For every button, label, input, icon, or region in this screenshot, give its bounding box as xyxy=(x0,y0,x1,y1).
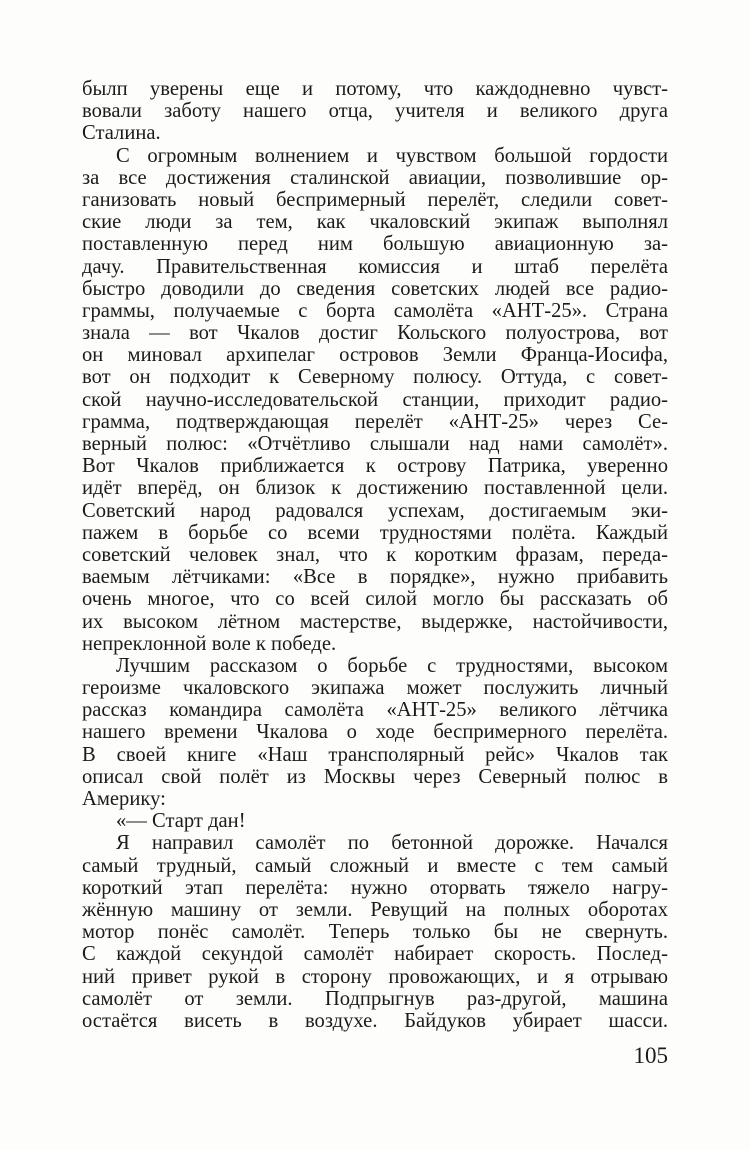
text-line: за все достижения сталинской авиации, позволившие ор- xyxy=(82,166,668,189)
text-line: вовали заботу нашего отца, учителя и великого друга xyxy=(82,100,668,123)
text-line: описал свой полёт из Москвы через Северный полюс в xyxy=(82,765,668,788)
text-line: былп уверены еще и потому, что каждодневно чувст- xyxy=(82,78,668,100)
text-line: нашего времени Чкалова о ходе беспримерного перелёта. xyxy=(82,721,668,744)
text-line: С каждой секундой самолёт набирает скорость. Послед- xyxy=(82,943,668,966)
text-line: вот он подходит к Северному полюсу. Оттуда, с совет- xyxy=(82,366,668,389)
text-line: Америку: xyxy=(82,788,166,810)
text-line: грамма, подтверждающая перелёт «АНТ-25» через Се- xyxy=(82,410,668,433)
text-line: героизме чкаловского экипажа может послужить личный xyxy=(82,677,668,700)
text-line: ний привет рукой в сторону провожающих, и я отрываю xyxy=(82,965,668,988)
text-line: быстро доводили до сведения советских людей все радио- xyxy=(82,277,668,300)
text-line: идёт вперёд, он близок к достижению поставленной цели. xyxy=(82,477,668,500)
text-line: короткий этап перелёта: нужно оторвать тяжело нагру- xyxy=(82,876,668,899)
text-line: Сталина. xyxy=(82,122,161,145)
text-line: он миновал архипелаг островов Земли Франца-Иосифа, xyxy=(82,344,668,367)
text-line: их высоком лётном мастерстве, выдержке, настойчивости, xyxy=(82,610,668,633)
text-line: мотор понёс самолёт. Теперь только бы не свернуть. xyxy=(82,921,668,944)
text-line: Вот Чкалов приближается к острову Патрика, уверенно xyxy=(82,455,668,478)
text-line: очень многое, что со всей силой могло бы рассказать об xyxy=(82,588,668,611)
paragraph-start-line: Я направил самолёт по бетонной дорожке. Начался xyxy=(116,832,668,855)
body-text xyxy=(82,78,668,1032)
text-line: самый трудный, самый сложный и вместе с тем самый xyxy=(82,854,668,877)
text-line: знала — вот Чкалов достиг Кольского полуострова, вот xyxy=(82,322,668,345)
text-line: остаётся висеть в воздухе. Байдуков убирает шасси. xyxy=(82,1009,668,1032)
text-line: верный полюс: «Отчётливо слышали над нами самолёт». xyxy=(82,433,668,455)
text-line: дачу. Правительственная комиссия и штаб перелёта xyxy=(82,255,668,278)
text-line: В своей книге «Наш трансполярный рейс» Чкалов так xyxy=(82,743,668,766)
text-line: жённую машину от земли. Ревущий на полных оборотах xyxy=(82,898,668,921)
text-line: Советский народ радовался успехам, достигаемым эки- xyxy=(82,499,668,522)
text-line: ваемым лётчиками: «Все в порядке», нужно прибавить xyxy=(82,566,668,589)
text-line: рассказ командира самолёта «АНТ-25» великого лётчика xyxy=(82,699,668,722)
page-number: 105 xyxy=(633,1043,668,1068)
text-line: советский человек знал, что к коротким фразам, переда- xyxy=(82,543,668,566)
text-line: ской научно-исследовательской станции, приходит радио- xyxy=(82,388,668,411)
quote-start-line: «— Старт дан! xyxy=(116,810,246,833)
paragraph-start-line: Лучшим рассказом о борьбе с трудностями, высоком xyxy=(116,654,668,677)
paragraph-start-line: С огромным волнением и чувством большой гордости xyxy=(116,144,668,167)
text-line: самолёт от земли. Подпрыгнув раз-другой, машина xyxy=(82,987,668,1010)
text-line: ские люди за тем, как чкаловский экипаж выполнял xyxy=(82,211,668,234)
text-line: ганизовать новый беспримерный перелёт, следили совет- xyxy=(82,188,668,211)
text-line: поставленную перед ним большую авиационную за- xyxy=(82,233,668,256)
text-line: пажем в борьбе со всеми трудностями полёта. Каждый xyxy=(82,521,668,544)
text-line: непреклонной воле к победе. xyxy=(82,632,337,655)
text-line: граммы, получаемые с борта самолёта «АНТ-25». Страна xyxy=(82,299,668,322)
